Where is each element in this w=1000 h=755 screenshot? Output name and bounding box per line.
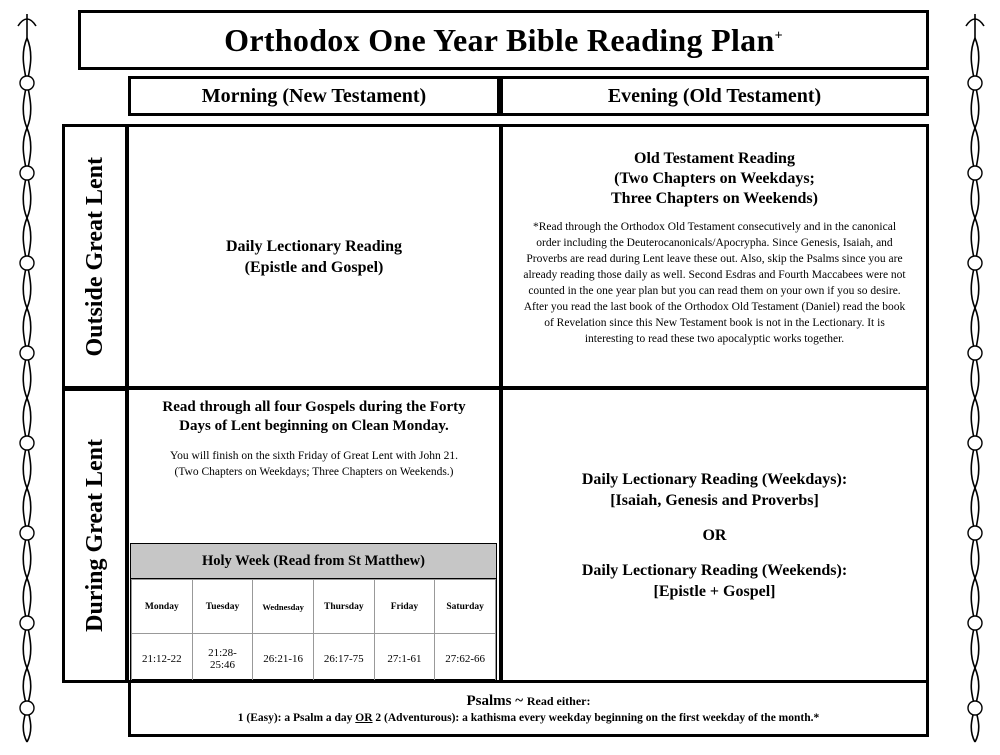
page-title: Orthodox One Year Bible Reading Plan+ <box>224 21 783 58</box>
ot-reading-sub1: (Two Chapters on Weekdays; <box>614 170 815 187</box>
right-ornamental-border <box>952 8 998 748</box>
or-separator: OR <box>702 526 727 544</box>
day-friday: Friday <box>374 580 435 634</box>
ref-wednesday: 26:21-16 <box>253 634 314 685</box>
holy-week-heading: Holy Week (Read from St Matthew) <box>131 544 496 579</box>
ref-tuesday: 21:28-25:46 <box>192 634 253 685</box>
holy-week-days-row <box>132 580 496 634</box>
outside-morning-cell <box>126 124 502 389</box>
ot-reading-heading: Old Testament Reading <box>634 150 795 167</box>
ref-thursday: 26:17-75 <box>313 634 374 685</box>
ot-reading-sub2: Three Chapters on Weekends) <box>611 190 818 207</box>
ref-friday: 27:1-61 <box>374 634 435 685</box>
day-monday: Monday <box>132 580 193 634</box>
weekend-lectionary: Daily Lectionary Reading (Weekends): <box>581 561 848 579</box>
ref-saturday: 27:62-66 <box>435 634 496 685</box>
psalms-box <box>128 680 929 737</box>
weekend-books: [Epistle + Gospel] <box>653 582 776 600</box>
psalms-title: Psalms ~ Read either: <box>466 693 591 709</box>
outside-lent-row-header: Outside Great Lent <box>62 124 128 389</box>
title-box <box>78 10 929 70</box>
outside-evening-cell <box>500 124 929 389</box>
holy-week-table <box>130 543 497 680</box>
ref-monday: 21:12-22 <box>132 634 193 685</box>
during-lent-row-header: During Great Lent <box>62 388 128 683</box>
gospels-finish-note: You will finish on the sixth Friday of Great Lent with John 21. <box>170 450 458 462</box>
outside-morning-line2: (Epistle and Gospel) <box>244 258 384 276</box>
morning-column-header: Morning (New Testament) <box>128 76 500 116</box>
weekday-books: [Isaiah, Genesis and Proverbs] <box>610 491 819 509</box>
ot-reading-note: *Read through the Orthodox Old Testament consecutively and in the canonical order including the Deuterocanonicals/Apocrypha. Since Genesis, Isaiah, and Proverbs are read during Lent leave these out. Also, skip the Psalms since you are already reading those daily as well. Second Esdras and Fourth Maccabees were not counted in the one year plan but you can read them on your own if you so desire. After you read the last book of the Orthodox Old Testament (Daniel) read the book of Revelation since this New Testament book is not in the Lectionary. It is interesting to read these two apocalyptic works together. <box>523 221 906 345</box>
day-wednesday: Wednesday <box>253 580 314 634</box>
holy-week-refs-row <box>132 634 496 685</box>
gospels-heading: Read through all four Gospels during the Forty Days of Lent beginning on Clean Monday. <box>162 399 466 434</box>
psalms-options: 1 (Easy): a Psalm a day OR 2 (Adventurous): a kathisma every weekday beginning on the first weekday of the month.* <box>237 712 820 724</box>
weekday-lectionary: Daily Lectionary Reading (Weekdays): <box>581 470 848 488</box>
day-saturday: Saturday <box>435 580 496 634</box>
during-evening-cell <box>500 387 929 683</box>
left-ornamental-border <box>4 8 50 748</box>
day-tuesday: Tuesday <box>192 580 253 634</box>
evening-column-header: Evening (Old Testament) <box>500 76 929 116</box>
outside-morning-line1: Daily Lectionary Reading <box>226 237 402 255</box>
gospels-chapters-note: (Two Chapters on Weekdays; Three Chapters on Weekends.) <box>174 466 454 478</box>
day-thursday: Thursday <box>313 580 374 634</box>
